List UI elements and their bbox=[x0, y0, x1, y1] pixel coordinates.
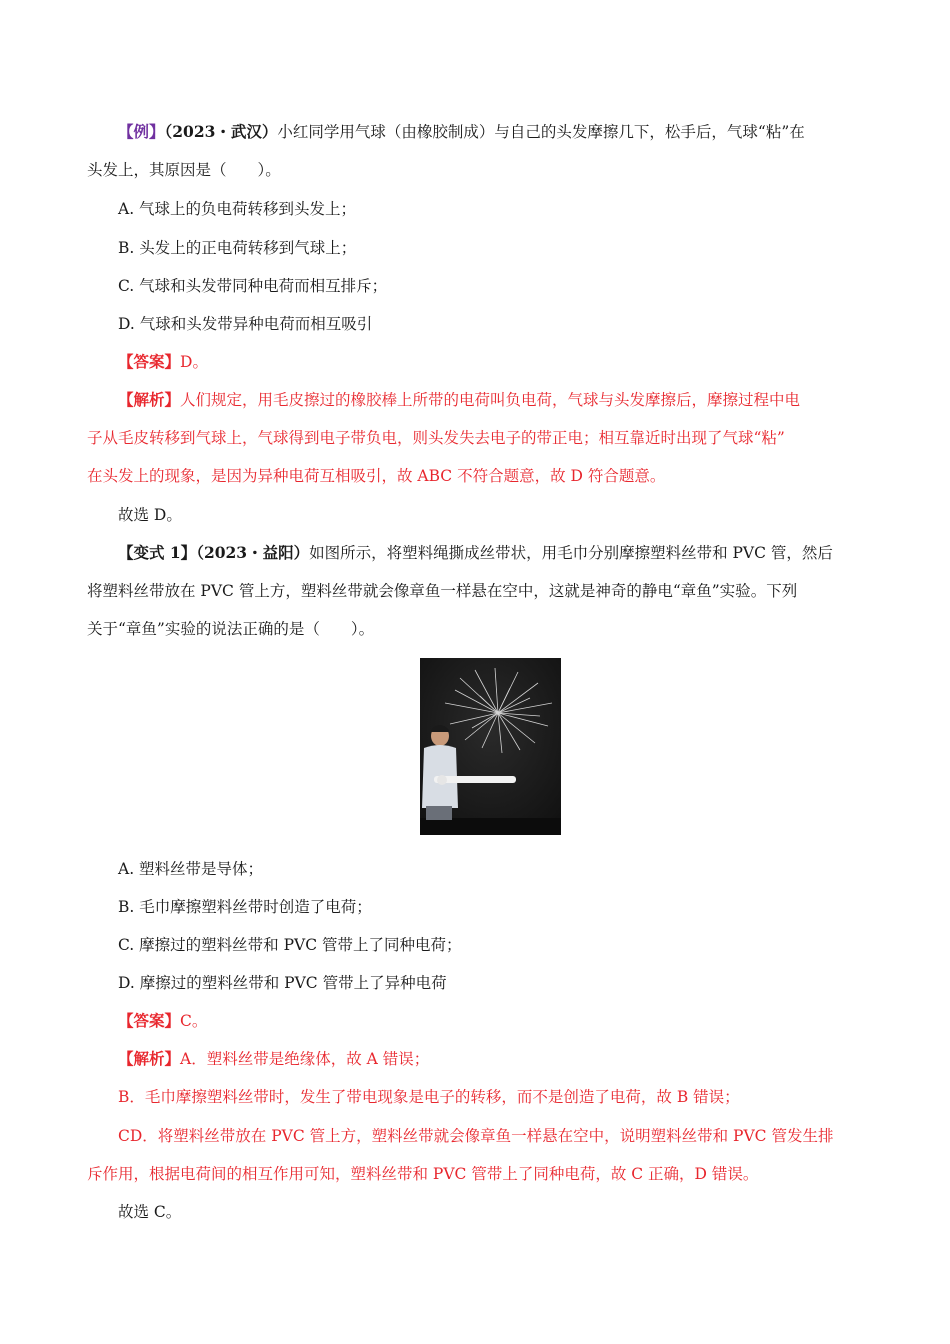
example-tag: 【例】 bbox=[118, 122, 165, 141]
example-source: （2023・武汉） bbox=[164, 122, 278, 141]
variant1-answer-value: C。 bbox=[180, 1012, 208, 1030]
variant1-stem-line-2: 将塑料丝带放在 PVC 管上方，塑料丝带就会像章鱼一样悬在空中，这就是神奇的静电“章鱼”实验。下列 bbox=[87, 582, 798, 600]
variant1-option-a: A. 塑料丝带是导体； bbox=[118, 860, 264, 878]
example-option-d: D. 气球和头发带异种电荷而相互吸引 bbox=[118, 315, 373, 333]
example-answer-tag: 【答案】 bbox=[118, 352, 181, 371]
example-stem-line-1 bbox=[118, 122, 898, 142]
octopus-experiment-photo bbox=[420, 658, 561, 835]
example-analysis-line-1 bbox=[118, 390, 898, 410]
variant1-option-d: D. 摩擦过的塑料丝带和 PVC 管带上了异种电荷 bbox=[118, 974, 447, 992]
variant1-stem-text: 如图所示，将塑料绳撕成丝带状，用毛巾分别摩擦塑料丝带和 PVC 管，然后 bbox=[309, 544, 833, 562]
variant1-analysis-text-a: A．塑料丝带是绝缘体，故 A 错误； bbox=[180, 1050, 430, 1068]
example-option-a: A. 气球上的负电荷转移到头发上； bbox=[118, 200, 357, 218]
example-conclusion: 故选 D。 bbox=[118, 506, 182, 524]
example-analysis-text-1: 人们规定，用毛皮擦过的橡胶棒上所带的电荷叫负电荷，气球与头发摩擦后，摩擦过程中电 bbox=[180, 391, 801, 409]
variant1-answer-tag: 【答案】 bbox=[118, 1011, 181, 1030]
example-analysis-line-3: 在头发上的现象，是因为异种电荷互相吸引，故 ABC 不符合题意，故 D 符合题意。 bbox=[87, 467, 666, 485]
variant1-answer bbox=[118, 1011, 898, 1031]
example-stem-line-2: 头发上，其原因是（ ）。 bbox=[87, 161, 281, 179]
example-analysis-tag: 【解析】 bbox=[118, 390, 181, 409]
variant1-conclusion: 故选 C。 bbox=[118, 1203, 182, 1221]
variant1-tag: 【变式 1】 bbox=[118, 543, 197, 562]
variant1-option-b: B. 毛巾摩擦塑料丝带时创造了电荷； bbox=[118, 898, 372, 916]
variant1-stem-line-1 bbox=[118, 543, 898, 563]
example-option-c: C. 气球和头发带同种电荷而相互排斥； bbox=[118, 277, 388, 295]
example-analysis-line-2: 子从毛皮转移到气球上，气球得到电子带负电，则头发失去电子的带正电；相互靠近时出现了气球“粘” bbox=[87, 429, 785, 447]
variant1-analysis-line-cd-2: 斥作用，根据电荷间的相互作用可知，塑料丝带和 PVC 管带上了同种电荷，故 C 正确，D 错误。 bbox=[87, 1165, 759, 1183]
variant1-source: （2023・益阳） bbox=[196, 543, 310, 562]
variant1-analysis-line-a bbox=[118, 1049, 898, 1069]
example-answer-value: D。 bbox=[180, 353, 208, 371]
variant1-analysis-line-b: B．毛巾摩擦塑料丝带时，发生了带电现象是电子的转移，而不是创造了电荷，故 B 错误； bbox=[118, 1088, 740, 1106]
variant1-analysis-tag: 【解析】 bbox=[118, 1049, 181, 1068]
variant1-analysis-line-cd-1: CD．将塑料丝带放在 PVC 管上方，塑料丝带就会像章鱼一样悬在空中，说明塑料丝带和 PVC 管发生排 bbox=[118, 1127, 834, 1145]
example-option-b: B. 头发上的正电荷转移到气球上； bbox=[118, 239, 357, 257]
example-stem-text: 小红同学用气球（由橡胶制成）与自己的头发摩擦几下，松手后，气球“粘”在 bbox=[277, 123, 805, 141]
variant1-option-c: C. 摩擦过的塑料丝带和 PVC 管带上了同种电荷； bbox=[118, 936, 462, 954]
variant1-stem-line-3: 关于“章鱼”实验的说法正确的是（ ）。 bbox=[87, 620, 375, 638]
example-answer bbox=[118, 352, 898, 372]
